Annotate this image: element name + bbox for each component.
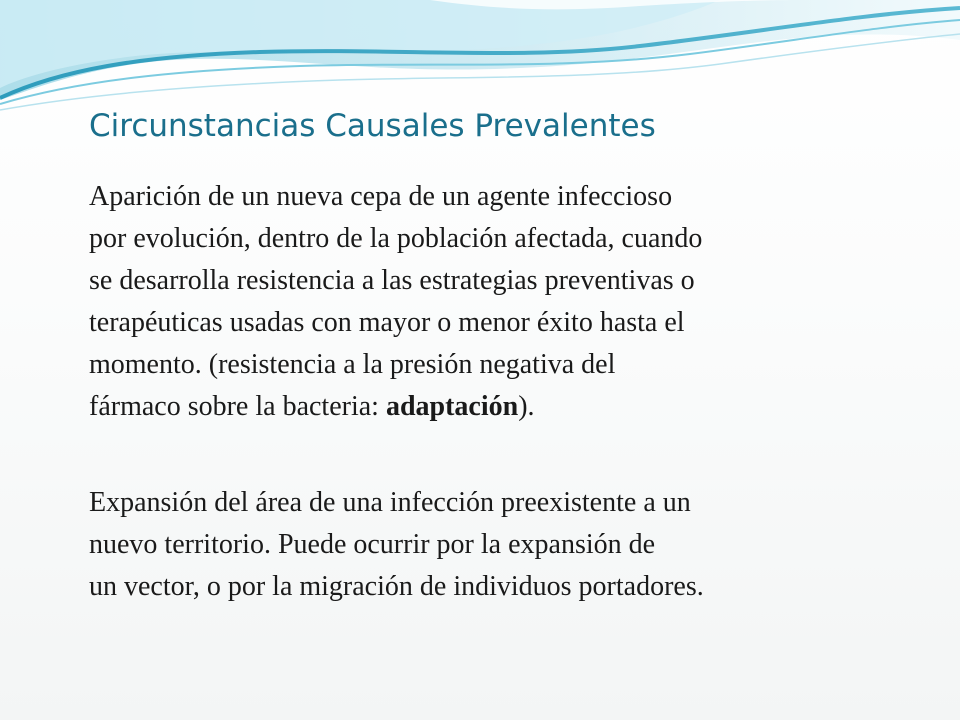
paragraph-line: nuevo territorio. Puede ocurrir por la expansión de <box>89 529 656 560</box>
paragraph-line: Expansión del área de una infección preexistente a un <box>89 487 691 518</box>
last-line-suffix: ). <box>518 391 535 422</box>
paragraph-line: momento. (resistencia a la presión negativa del <box>89 349 616 380</box>
slide-title: Circunstancias Causales Prevalentes <box>89 108 656 144</box>
decorative-wave-header <box>0 0 960 120</box>
paragraph-line-last <box>89 386 919 428</box>
paragraph-line: terapéuticas usadas con mayor o menor éxito hasta el <box>89 307 685 338</box>
paragraph-new-strain <box>89 176 919 428</box>
paragraph-line: por evolución, dentro de la población afectada, cuando <box>89 223 703 254</box>
paragraph-line: Aparición de un nueva cepa de un agente infeccioso <box>89 181 673 212</box>
paragraph-line: se desarrolla resistencia a las estrategias preventivas o <box>89 265 695 296</box>
last-line-prefix: fármaco sobre la bacteria: <box>89 391 386 422</box>
paragraph-expansion <box>89 482 919 608</box>
paragraph-line: un vector, o por la migración de individuos portadores. <box>89 571 704 602</box>
bold-term-adaptacion: adaptación <box>385 391 519 422</box>
